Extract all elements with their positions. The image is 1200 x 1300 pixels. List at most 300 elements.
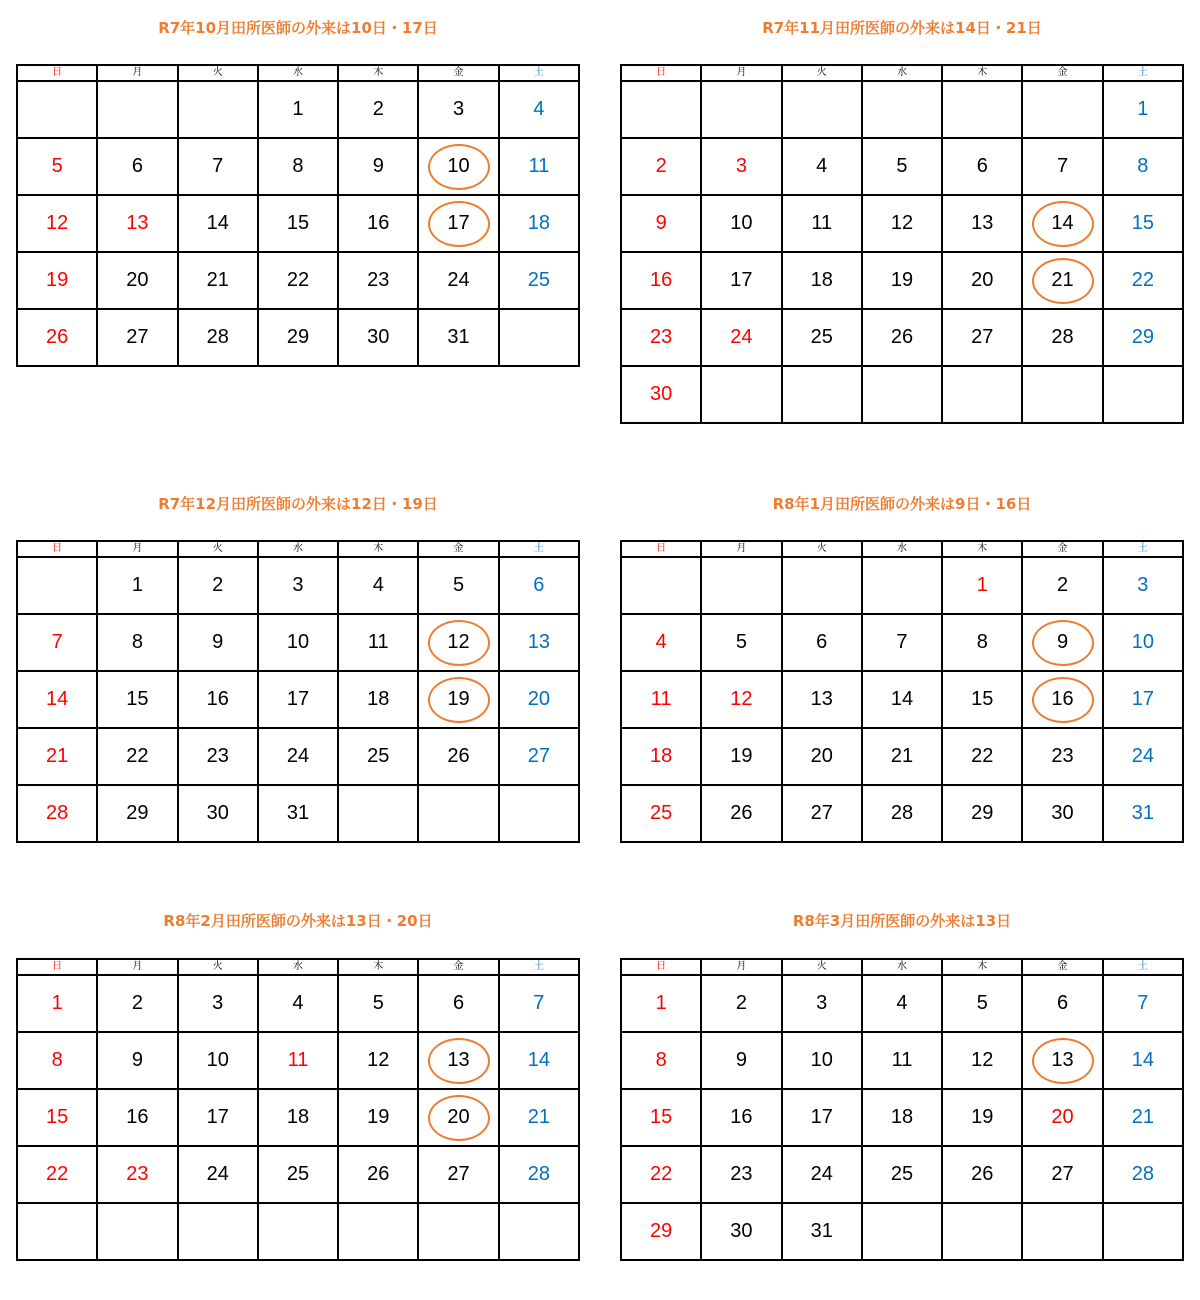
week-row	[621, 1146, 1183, 1203]
day-number: 5	[51, 155, 63, 177]
day-cell	[942, 1146, 1022, 1203]
day-number: 12	[447, 631, 470, 653]
day-cell	[418, 1203, 498, 1260]
weekday-header: 月	[97, 959, 177, 975]
day-cell	[701, 309, 781, 366]
day-number: 19	[890, 269, 914, 291]
day-cell	[258, 1146, 338, 1203]
day-number: 26	[46, 326, 69, 348]
day-cell	[178, 195, 258, 252]
day-cell	[97, 81, 177, 138]
day-number: 13	[126, 212, 149, 234]
day-cell	[621, 1032, 701, 1089]
day-number: 26	[890, 326, 914, 348]
day-number: 5	[735, 631, 747, 653]
day-number: 31	[810, 1220, 833, 1242]
day-number: 14	[1131, 1049, 1154, 1071]
day-cell	[499, 1032, 579, 1089]
day-cell	[418, 1089, 498, 1146]
day-cell	[701, 785, 781, 842]
day-number: 4	[533, 98, 545, 120]
weekday-header: 火	[178, 65, 258, 81]
calendar-title: R8年1月田所医師の外来は9日・16日	[772, 495, 1032, 513]
day-cell	[499, 309, 579, 366]
week-row	[621, 614, 1183, 671]
day-number: 21	[206, 269, 229, 291]
day-number: 29	[1131, 326, 1154, 348]
day-number: 27	[447, 1163, 470, 1185]
day-number: 23	[650, 326, 673, 348]
day-cell	[862, 366, 942, 423]
day-number: 14	[206, 212, 229, 234]
day-cell	[499, 728, 579, 785]
day-cell	[701, 1203, 781, 1260]
day-number: 30	[730, 1220, 753, 1242]
day-number: 13	[971, 212, 994, 234]
day-cell	[1103, 1203, 1183, 1260]
day-cell	[97, 557, 177, 614]
day-cell	[418, 614, 498, 671]
calendar-title: R7年10月田所医師の外来は10日・17日	[158, 19, 438, 37]
day-number: 9	[212, 631, 224, 653]
day-cell	[1022, 138, 1102, 195]
day-cell	[862, 1089, 942, 1146]
day-number: 6	[452, 992, 465, 1014]
day-cell	[499, 138, 579, 195]
day-cell	[701, 614, 781, 671]
day-number: 7	[533, 992, 545, 1014]
day-cell	[178, 252, 258, 309]
day-cell	[418, 728, 498, 785]
day-cell	[499, 195, 579, 252]
day-cell	[942, 785, 1022, 842]
day-cell	[1022, 252, 1102, 309]
day-number: 16	[1051, 688, 1074, 710]
day-cell	[1022, 728, 1102, 785]
week-row	[17, 195, 579, 252]
day-number: 24	[1131, 745, 1154, 767]
day-number: 21	[527, 1106, 550, 1128]
day-cell	[862, 728, 942, 785]
day-cell	[621, 728, 701, 785]
day-number: 9	[131, 1049, 143, 1071]
day-cell	[258, 195, 338, 252]
day-number: 23	[206, 745, 229, 767]
week-row	[621, 252, 1183, 309]
day-number: 9	[372, 155, 384, 177]
day-number: 5	[372, 992, 384, 1014]
day-cell	[942, 557, 1022, 614]
day-cell	[862, 252, 942, 309]
weekday-header: 火	[178, 541, 258, 557]
day-number: 24	[286, 745, 310, 767]
day-number: 20	[527, 688, 550, 710]
day-cell	[782, 614, 862, 671]
day-cell	[17, 975, 97, 1032]
day-number: 18	[650, 745, 673, 767]
day-cell	[701, 366, 781, 423]
day-number: 5	[452, 574, 465, 596]
week-row	[621, 728, 1183, 785]
day-cell	[1103, 557, 1183, 614]
weekday-header: 火	[782, 541, 862, 557]
week-row	[17, 785, 579, 842]
day-number: 8	[1137, 155, 1149, 177]
day-cell	[942, 309, 1022, 366]
day-cell	[701, 1146, 781, 1203]
day-cell	[499, 975, 579, 1032]
weekday-header: 土	[499, 65, 579, 81]
weekday-header: 水	[862, 65, 942, 81]
day-cell	[338, 1032, 418, 1089]
day-number: 12	[367, 1049, 390, 1071]
week-row	[17, 975, 579, 1032]
day-cell	[1103, 671, 1183, 728]
day-number: 29	[126, 802, 149, 824]
weekday-header-row	[17, 959, 579, 975]
calendar-grid	[16, 540, 580, 843]
day-number: 17	[447, 212, 470, 234]
day-cell	[1103, 138, 1183, 195]
day-cell	[862, 1203, 942, 1260]
weekday-header-row	[621, 959, 1183, 975]
day-number: 14	[527, 1049, 550, 1071]
day-cell	[1022, 557, 1102, 614]
day-cell	[1103, 81, 1183, 138]
day-cell	[782, 1146, 862, 1203]
day-number: 21	[46, 745, 69, 767]
day-number: 23	[126, 1163, 149, 1185]
day-number: 20	[447, 1106, 470, 1128]
day-number: 11	[528, 155, 550, 177]
day-cell	[178, 309, 258, 366]
day-cell	[17, 195, 97, 252]
day-cell	[621, 785, 701, 842]
day-cell	[418, 1146, 498, 1203]
day-number: 19	[447, 688, 470, 710]
weekday-header-row	[17, 541, 579, 557]
day-cell	[1103, 252, 1183, 309]
day-number: 12	[46, 212, 69, 234]
day-number: 1	[1137, 98, 1149, 120]
day-number: 16	[730, 1106, 753, 1128]
day-number: 13	[527, 631, 550, 653]
day-number: 11	[367, 631, 389, 653]
day-number: 1	[292, 98, 304, 120]
day-number: 27	[527, 745, 550, 767]
day-cell	[418, 81, 498, 138]
day-cell	[862, 1032, 942, 1089]
day-cell	[1103, 309, 1183, 366]
weekday-header: 土	[1103, 959, 1183, 975]
weekday-header: 水	[258, 959, 338, 975]
day-number: 2	[212, 574, 224, 596]
day-number: 25	[367, 745, 390, 767]
day-number: 7	[212, 155, 224, 177]
day-cell	[418, 557, 498, 614]
weekday-header: 土	[499, 541, 579, 557]
week-row	[17, 252, 579, 309]
day-cell	[499, 614, 579, 671]
day-cell	[178, 557, 258, 614]
day-cell	[97, 975, 177, 1032]
day-cell	[782, 728, 862, 785]
day-number: 8	[51, 1049, 63, 1071]
day-cell	[862, 81, 942, 138]
calendar-title: R8年3月田所医師の外来は13日	[792, 912, 1012, 930]
day-number: 7	[1056, 155, 1069, 177]
day-cell	[1103, 975, 1183, 1032]
day-number: 28	[206, 326, 229, 348]
day-cell	[97, 195, 177, 252]
week-row	[17, 81, 579, 138]
day-cell	[621, 671, 701, 728]
week-row	[17, 138, 579, 195]
day-cell	[1022, 671, 1102, 728]
day-number: 14	[890, 688, 914, 710]
day-number: 8	[131, 631, 143, 653]
day-cell	[782, 671, 862, 728]
day-cell	[1022, 614, 1102, 671]
day-cell	[1103, 1146, 1183, 1203]
day-number: 3	[816, 992, 828, 1014]
day-number: 11	[811, 212, 833, 234]
weekday-header: 土	[499, 959, 579, 975]
day-number: 11	[891, 1049, 913, 1071]
day-cell	[1022, 195, 1102, 252]
day-number: 24	[206, 1163, 229, 1185]
day-cell	[258, 728, 338, 785]
day-number: 25	[650, 802, 673, 824]
week-row	[621, 1203, 1183, 1260]
day-number: 28	[1131, 1163, 1154, 1185]
weekday-header: 月	[701, 65, 781, 81]
day-cell	[942, 138, 1022, 195]
weekday-header: 水	[862, 541, 942, 557]
day-number: 4	[372, 574, 384, 596]
day-number: 1	[976, 574, 988, 596]
weekday-header: 金	[418, 65, 498, 81]
weekday-header: 金	[1022, 541, 1102, 557]
weekday-header: 土	[1103, 65, 1183, 81]
day-number: 24	[447, 269, 470, 291]
day-cell	[338, 671, 418, 728]
weekday-header: 木	[338, 65, 418, 81]
day-number: 21	[890, 745, 914, 767]
day-number: 28	[890, 802, 914, 824]
week-row	[17, 557, 579, 614]
day-cell	[782, 1203, 862, 1260]
day-cell	[258, 1089, 338, 1146]
day-cell	[17, 1089, 97, 1146]
day-cell	[1103, 728, 1183, 785]
day-cell	[1022, 1146, 1102, 1203]
week-row	[17, 1089, 579, 1146]
day-cell	[17, 309, 97, 366]
day-number: 9	[735, 1049, 747, 1071]
day-cell	[862, 138, 942, 195]
day-number: 4	[816, 155, 828, 177]
day-cell	[258, 785, 338, 842]
day-cell	[1022, 1032, 1102, 1089]
day-cell	[782, 309, 862, 366]
day-cell	[178, 1032, 258, 1089]
day-cell	[17, 81, 97, 138]
day-cell	[862, 309, 942, 366]
day-cell	[621, 366, 701, 423]
day-number: 24	[810, 1163, 833, 1185]
day-cell	[338, 1146, 418, 1203]
day-cell	[1022, 366, 1102, 423]
weekday-header: 月	[97, 541, 177, 557]
day-cell	[499, 252, 579, 309]
day-number: 31	[447, 326, 470, 348]
day-cell	[1022, 1089, 1102, 1146]
day-cell	[621, 1089, 701, 1146]
weekday-header: 日	[17, 541, 97, 557]
day-cell	[338, 252, 418, 309]
day-number: 23	[367, 269, 390, 291]
day-number: 27	[1051, 1163, 1074, 1185]
day-cell	[499, 81, 579, 138]
day-cell	[258, 1203, 338, 1260]
weekday-header: 金	[1022, 65, 1102, 81]
day-cell	[782, 252, 862, 309]
weekday-header: 月	[97, 65, 177, 81]
day-number: 4	[655, 631, 667, 653]
day-cell	[942, 1203, 1022, 1260]
week-row	[621, 671, 1183, 728]
day-cell	[701, 138, 781, 195]
day-cell	[258, 614, 338, 671]
day-cell	[701, 728, 781, 785]
week-row	[17, 728, 579, 785]
day-cell	[418, 975, 498, 1032]
day-number: 17	[1131, 688, 1154, 710]
weekday-header: 月	[701, 959, 781, 975]
week-row	[621, 366, 1183, 423]
day-cell	[862, 785, 942, 842]
day-cell	[338, 309, 418, 366]
day-number: 21	[1131, 1106, 1154, 1128]
week-row	[621, 1089, 1183, 1146]
day-cell	[178, 785, 258, 842]
day-number: 25	[810, 326, 833, 348]
weekday-header: 木	[338, 959, 418, 975]
day-number: 16	[206, 688, 229, 710]
day-cell	[178, 975, 258, 1032]
weekday-header: 日	[621, 541, 701, 557]
day-number: 4	[292, 992, 304, 1014]
weekday-header: 木	[942, 541, 1022, 557]
day-number: 4	[896, 992, 908, 1014]
calendar-grid	[16, 64, 580, 367]
week-row	[17, 309, 579, 366]
day-number: 28	[46, 802, 69, 824]
day-cell	[621, 252, 701, 309]
day-cell	[701, 1089, 781, 1146]
day-cell	[97, 1146, 177, 1203]
weekday-header: 火	[178, 959, 258, 975]
day-cell	[97, 309, 177, 366]
day-number: 25	[890, 1163, 914, 1185]
day-number: 6	[533, 574, 545, 596]
day-number: 12	[730, 688, 753, 710]
day-cell	[338, 728, 418, 785]
day-number: 22	[650, 1163, 673, 1185]
day-cell	[862, 975, 942, 1032]
weekday-header: 火	[782, 65, 862, 81]
day-cell	[782, 785, 862, 842]
weekday-header: 木	[942, 65, 1022, 81]
day-number: 26	[971, 1163, 994, 1185]
day-cell	[97, 785, 177, 842]
day-number: 3	[735, 155, 747, 177]
day-cell	[701, 975, 781, 1032]
day-cell	[338, 557, 418, 614]
day-number: 6	[816, 631, 828, 653]
week-row	[621, 785, 1183, 842]
day-number: 9	[655, 212, 667, 234]
week-row	[621, 195, 1183, 252]
day-cell	[499, 1146, 579, 1203]
day-number: 10	[286, 631, 310, 653]
day-cell	[782, 81, 862, 138]
day-number: 16	[126, 1106, 149, 1128]
weekday-header: 日	[621, 959, 701, 975]
day-number: 19	[730, 745, 753, 767]
day-number: 16	[367, 212, 390, 234]
day-number: 18	[810, 269, 833, 291]
day-cell	[701, 557, 781, 614]
calendar-grid	[620, 64, 1184, 424]
week-row	[17, 671, 579, 728]
day-cell	[499, 785, 579, 842]
weekday-header: 水	[258, 541, 338, 557]
day-number: 7	[51, 631, 63, 653]
day-number: 20	[971, 269, 994, 291]
day-cell	[178, 614, 258, 671]
day-cell	[258, 309, 338, 366]
day-cell	[338, 195, 418, 252]
day-cell	[17, 785, 97, 842]
weekday-header: 土	[1103, 541, 1183, 557]
day-number: 8	[976, 631, 988, 653]
day-cell	[258, 138, 338, 195]
day-cell	[942, 1089, 1022, 1146]
week-row	[621, 975, 1183, 1032]
day-number: 31	[286, 802, 310, 824]
day-cell	[1103, 1032, 1183, 1089]
day-cell	[1022, 975, 1102, 1032]
day-number: 15	[1131, 212, 1154, 234]
day-number: 15	[46, 1106, 69, 1128]
weekday-header-row	[17, 65, 579, 81]
day-cell	[338, 1203, 418, 1260]
day-number: 3	[212, 992, 224, 1014]
day-number: 19	[46, 269, 69, 291]
week-row	[17, 1203, 579, 1260]
day-number: 15	[286, 212, 310, 234]
day-number: 3	[292, 574, 304, 596]
day-number: 30	[367, 326, 390, 348]
day-number: 2	[735, 992, 747, 1014]
day-cell	[258, 81, 338, 138]
day-cell	[97, 614, 177, 671]
day-cell	[418, 1032, 498, 1089]
day-number: 28	[1051, 326, 1074, 348]
day-cell	[1103, 1089, 1183, 1146]
